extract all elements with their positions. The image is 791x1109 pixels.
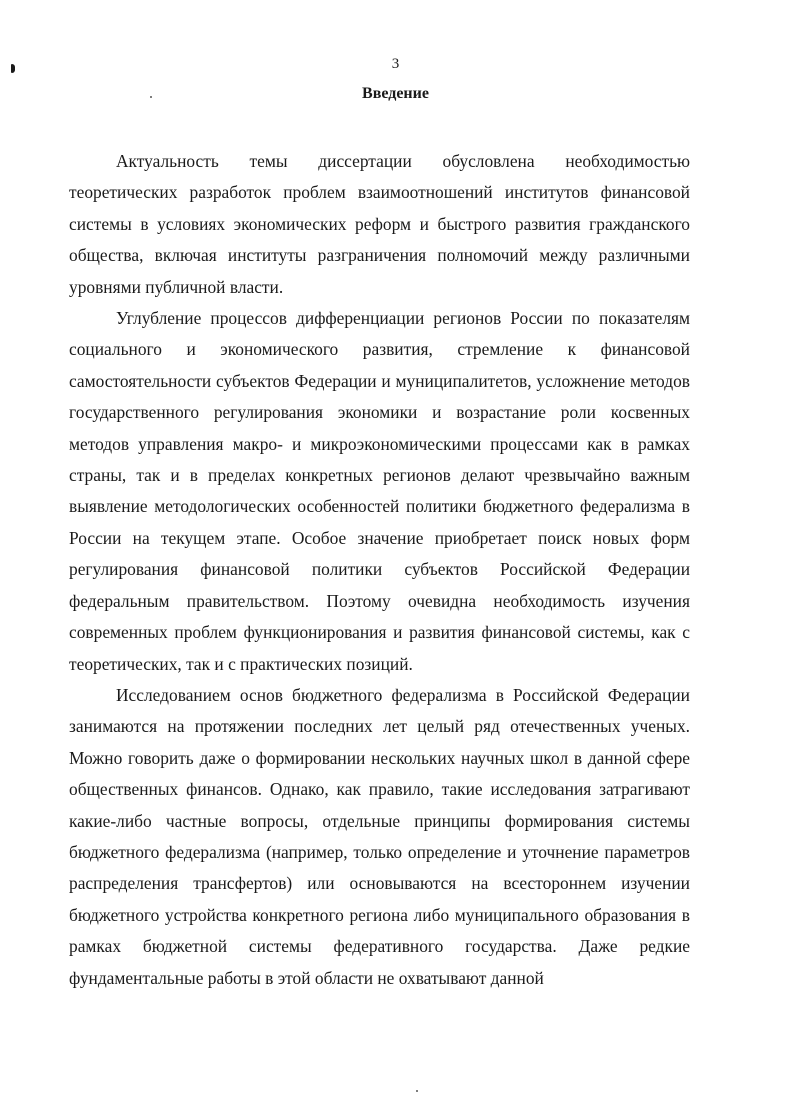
paragraph-research-overview: Исследованием основ бюджетного федерализма в Российской Федерации занимаются на протяжении последних лет целый ряд отечественных ученых. Можно говорить даже о формировании нескольких научных школ в данной сфере общественных финансов. Однако, как правило, такие исследования затрагивают какие-либо частные вопросы, отдельные принципы формирования системы бюджетного федерализма (например, только определение и уточнение параметров распределения трансфертов) или основываются на всестороннем изучении бюджетного устройства конкретного региона либо муниципального образования в рамках бюджетной системы федеративного государства. Даже редкие фундаментальные работы в этой области не охватывают данной	[69, 684, 690, 988]
page-number: 3	[391, 56, 400, 72]
body-text	[69, 146, 690, 994]
scan-speck	[416, 1090, 418, 1092]
paragraph-relevance: Актуальность темы диссертации обусловлена необходимостью теоретических разработок проблем взаимоотношений институтов финансовой системы в условиях экономических реформ и быстрого развития гражданского общества, включая институты разграничения полномочий между различными уровнями публичной власти.	[69, 151, 690, 297]
paragraph-regional-differentiation: Углубление процессов дифференциации регионов России по показателям социального и экономического развития, стремление к финансовой самостоятельности субъектов Федерации и муниципалитетов, усложнение методов государственного регулирования экономики и возрастание роли косвенных методов управления макро- и микроэкономическими процессами как в рамках страны, так и в пределах конкретных регионов делают чрезвычайно важным выявление методологических особенностей политики бюджетного федерализма в России на текущем этапе. Особое значение приобретает поиск новых форм регулирования финансовой политики субъектов Российской Федерации федеральным правительством. Поэтому очевидна необходимость изучения современных проблем функционирования и развития финансовой системы, как с теоретических, так и с практических позиций.	[69, 308, 690, 674]
section-title: Введение	[362, 85, 429, 102]
